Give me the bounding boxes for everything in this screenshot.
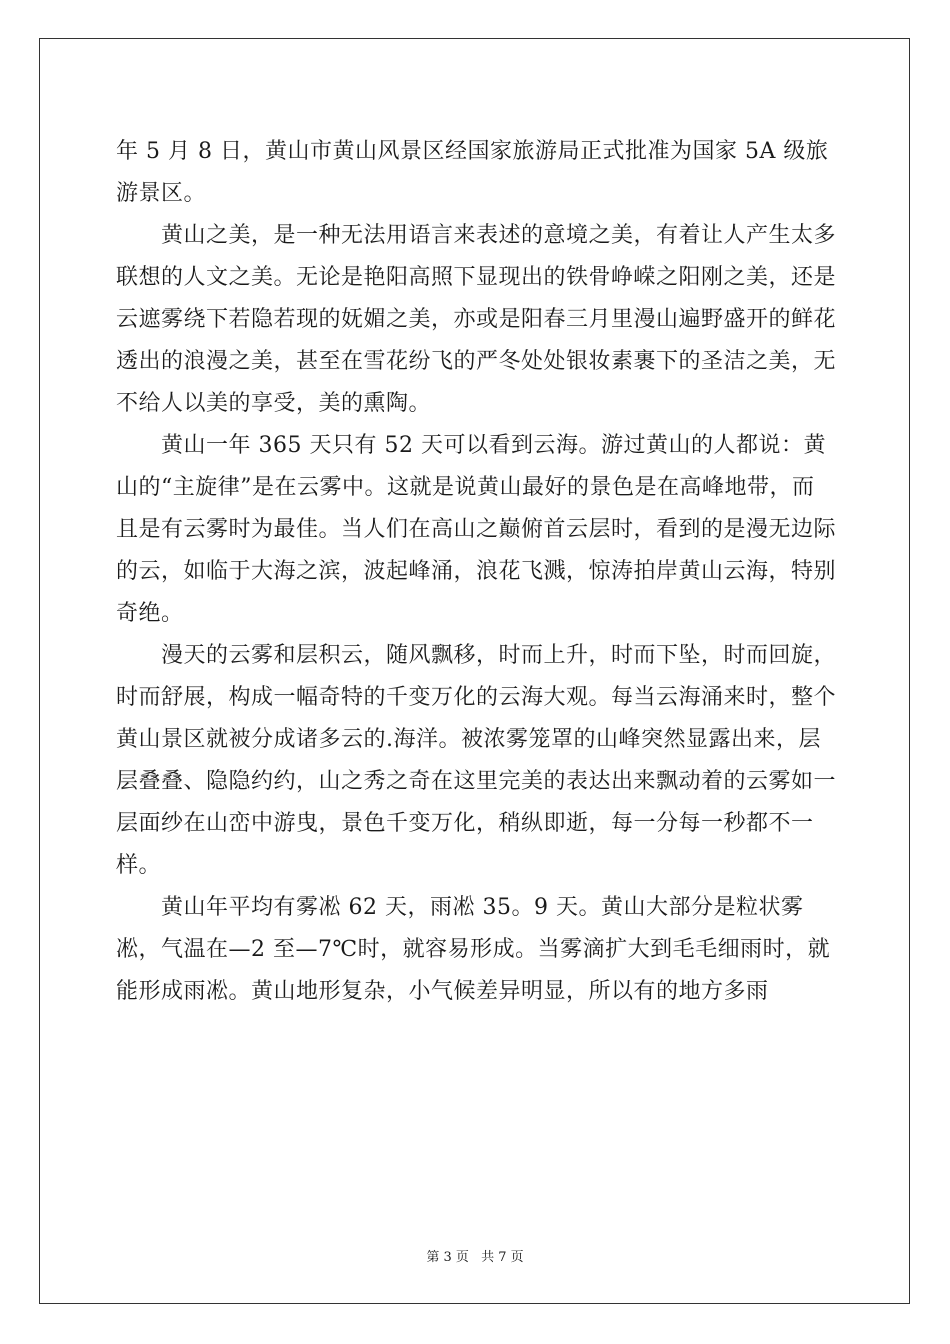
page-number-total: 共 7 页 [481, 1250, 524, 1265]
paragraph-2: 黄山之美，是一种无法用语言来表述的意境之美，有着让人产生太多联想的人文之美。无论是艳阳高照下显现出的铁骨峥嵘之阳刚之美，还是云遮雾绕下若隐若现的妩媚之美，亦或是阳春三月里漫山遍野盛开的鲜花透出的浪漫之美，甚至在雪花纷飞的严冬处处银妆素裹下的圣洁之美，无不给人以美的享受，美的熏陶。 [116, 223, 837, 416]
paragraph-1: 年 5 月 8 日，黄山市黄山风景区经国家旅游局正式批准为国家 5A 级旅游景区。 [116, 139, 829, 206]
paragraph-5: 黄山年平均有雾凇 62 天，雨凇 35。9 天。黄山大部分是粒状雾凇，气温在—2 至—7℃时，就容易形成。当雾滴扩大到毛毛细雨时，就能形成雨凇。黄山地形复杂，小气候差异明显，所以有的地方多雨 [116, 895, 831, 1004]
paragraph-4: 漫天的云雾和层积云，随风飘移，时而上升，时而下坠，时而回旋，时而舒展，构成一幅奇特的千变万化的云海大观。每当云海涌来时，整个黄山景区就被分成诸多云的.海洋。被浓雾笼罩的山峰突然显露出来，层层叠叠、隐隐约约，山之秀之奇在这里完美的表达出来飘动着的云雾如一层面纱在山峦中游曳，景色千变万化，稍纵即逝，每一分每一秒都不一样。 [116, 643, 837, 878]
page-number-current: 第 3 页 [426, 1250, 469, 1265]
page-footer [0, 1246, 950, 1265]
paragraph-3: 黄山一年 365 天只有 52 天可以看到云海。游过黄山的人都说：黄山的“主旋律”是在云雾中。这就是说黄山最好的景色是在高峰地带，而且是有云雾时为最佳。当人们在高山之巅俯首云层时，看到的是漫无边际的云，如临于大海之滨，波起峰涌，浪花飞溅，惊涛拍岸黄山云海，特别奇绝。 [116, 433, 837, 626]
document-body [116, 131, 836, 1013]
